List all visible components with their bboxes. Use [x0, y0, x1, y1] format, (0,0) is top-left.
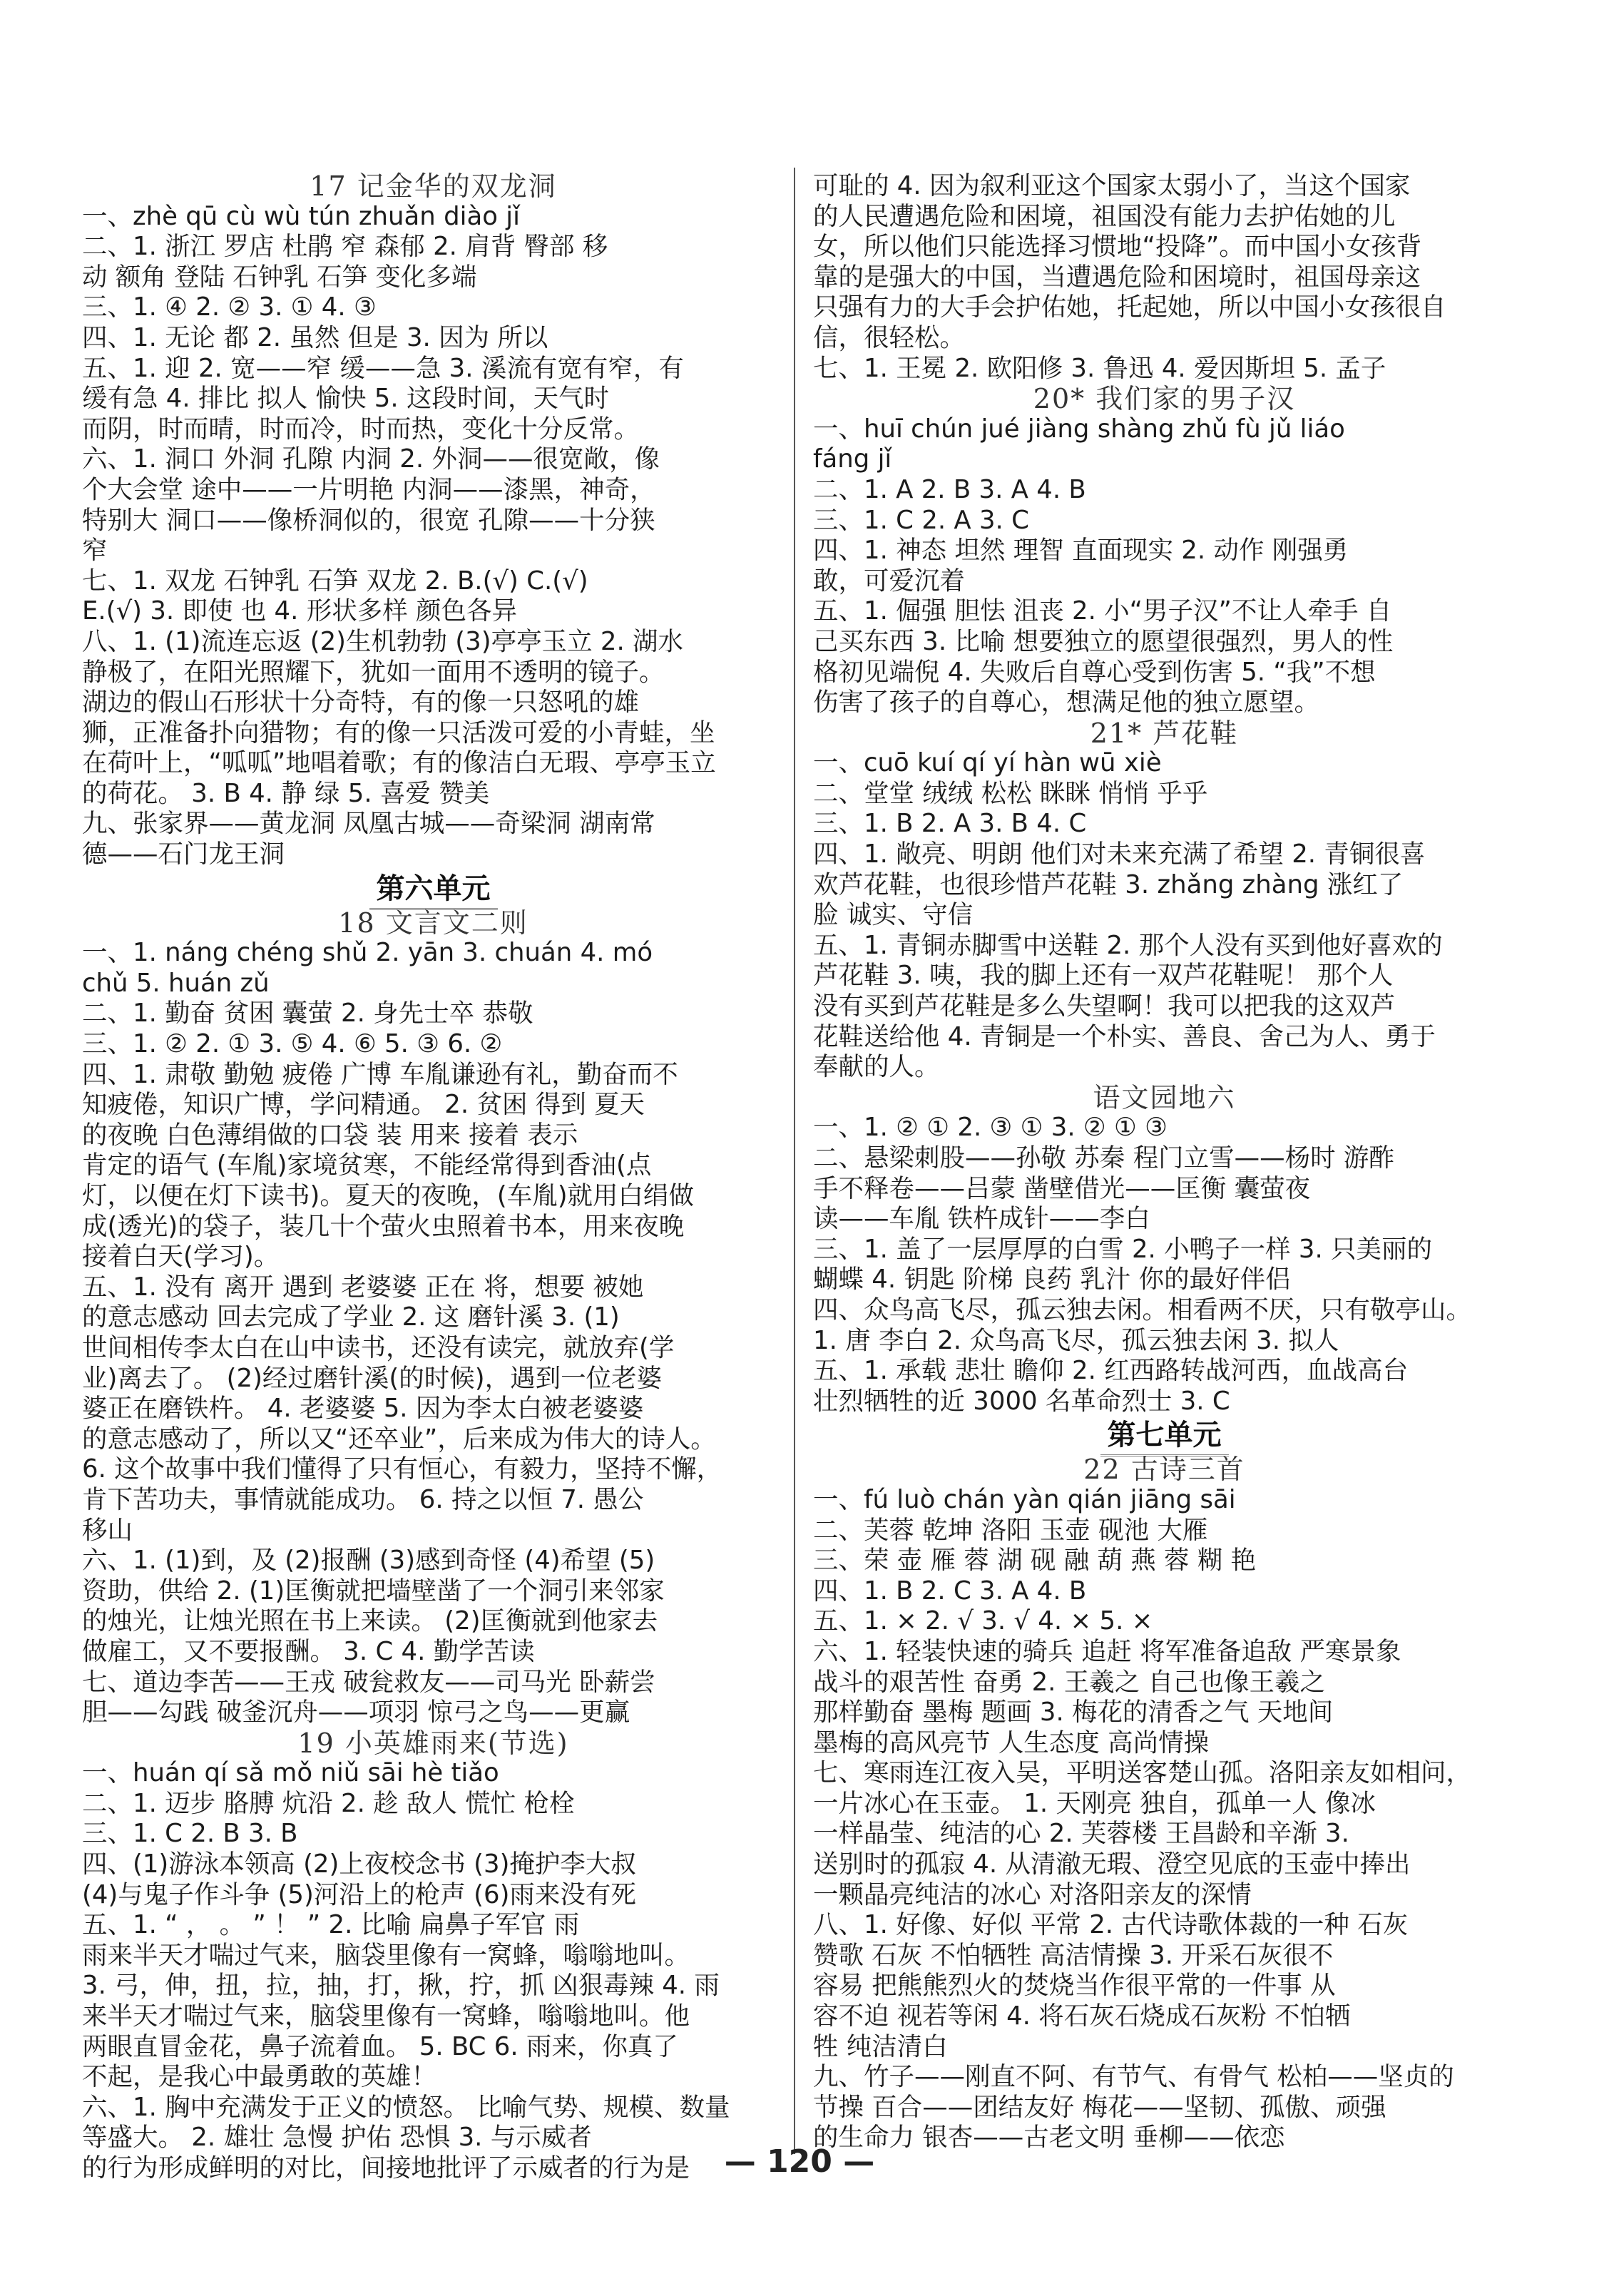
- lesson-title: 20* 我们家的男子汉: [1033, 383, 1296, 415]
- answer-line: 资助，供给 2. (1)匡衡就把墙壁凿了一个洞引来邻家: [82, 1576, 665, 1606]
- answer-line: 四、1. 神态 坦然 理智 直面现实 2. 动作 刚强勇: [813, 536, 1349, 566]
- answer-line: 德——石门龙王洞: [82, 840, 285, 869]
- answer-line: 那样勤奋 墨梅 题画 3. 梅花的清香之气 天地间: [813, 1698, 1334, 1728]
- answer-line: 信，很轻松。: [813, 322, 966, 352]
- answer-line: 蝴蝶 4. 钥匙 阶梯 良药 乳汁 你的最好伴侣: [813, 1265, 1291, 1295]
- answer-line: E.(√) 3. 即使 也 4. 形状多样 颜色各异: [82, 596, 517, 626]
- answer-line: 七、1. 王冕 2. 欧阳修 3. 鲁迅 4. 爱因斯坦 5. 孟子: [813, 353, 1386, 383]
- answer-line: 静极了，在阳光照耀下，犹如一面用不透明的镜子。: [82, 657, 665, 687]
- answer-line: 四、1. 敞亮、明朗 他们对未来充满了希望 2. 青铜很喜: [813, 840, 1426, 869]
- left-column: [82, 171, 785, 2184]
- answer-line: 五、1. “ ， 。 ” ！ ” 2. 比喻 扁鼻子军官 雨: [82, 1910, 580, 1940]
- answer-line: 6. 这个故事中我们懂得了只有恒心，有毅力，坚持不懈，: [82, 1454, 722, 1484]
- answer-line: 四、1. 肃敬 勤勉 疲倦 广博 车胤谦逊有礼，勤奋而不: [82, 1059, 678, 1089]
- page-number: — 120 —: [724, 2143, 875, 2180]
- answer-line: 来半天才喘过气来，脑袋里像有一窝蜂，嗡嗡地叫。他: [82, 2001, 690, 2031]
- answer-line: 赞歌 石灰 不怕牺牲 高洁情操 3. 开采石灰很不: [813, 1940, 1334, 1970]
- answer-line: 不起，是我心中最勇敢的英雄！: [82, 2062, 437, 2092]
- answer-line: 女，所以他们只能选择习惯地“投降”。而中国小女孩背: [813, 232, 1422, 262]
- answer-line: 五、1. 青铜赤脚雪中送鞋 2. 那个人没有买到他好喜欢的: [813, 930, 1443, 960]
- answer-line: 六、1. 轻装快速的骑兵 追赶 将军准备追敌 严寒景象: [813, 1636, 1401, 1666]
- answer-line: 五、1. 迎 2. 宽——窄 缓——急 3. 溪流有宽有窄，有: [82, 353, 684, 383]
- answer-line: 战斗的艰苦性 奋勇 2. 王羲之 自己也像王羲之: [813, 1667, 1326, 1697]
- answer-line: 四、众鸟高飞尽，孤云独去闲。相看两不厌，只有敬亭山。: [813, 1295, 1472, 1325]
- answer-line: 六、1. (1)到，及 (2)报酬 (3)感到奇怪 (4)希望 (5): [82, 1546, 655, 1576]
- answer-line: 的人民遭遇危险和困境，祖国没有能力去护佑她的儿: [813, 201, 1396, 231]
- answer-line: 四、1. 无论 都 2. 虽然 但是 3. 因为 所以: [82, 322, 548, 352]
- answer-line: 脸 诚实、守信: [813, 900, 974, 930]
- answer-line: 六、1. 胸中充满发于正义的愤怒。 比喻气势、规模、数量: [82, 2092, 730, 2122]
- answer-line: 动 额角 登陆 石钟乳 石笋 变化多端: [82, 262, 477, 292]
- answer-line: 肯下苦功夫，事情就能成功。 6. 持之以恒 7. 愚公: [82, 1484, 644, 1514]
- answer-line: 的生命力 银杏——古老文明 垂柳——依恋: [813, 2123, 1285, 2153]
- answer-line: 九、竹子——刚直不阿、有节气、有骨气 松柏——坚贞的: [813, 2062, 1454, 2092]
- answer-line: 个大会堂 途中——一片明艳 内洞——漆黑，神奇，: [82, 474, 655, 504]
- answer-line: 二、悬梁刺股——孙敬 苏秦 程门立雪——杨时 游酢: [813, 1143, 1394, 1173]
- answer-line: 一、fú luò chán yàn qián jiāng sāi: [813, 1484, 1236, 1514]
- answer-line: 只强有力的大手会护佑她，托起她，所以中国小女孩很自: [813, 292, 1446, 322]
- answer-line: 四、(1)游泳本领高 (2)上夜校念书 (3)掩护李大叔: [82, 1849, 636, 1879]
- answer-line: 五、1. 没有 离开 遇到 老婆婆 正在 将，想要 被她: [82, 1272, 644, 1302]
- answer-line: 接着白天(学习)。: [82, 1242, 280, 1272]
- answer-line: 雨来半天才喘过气来，脑袋里像有一窝蜂，嗡嗡地叫。: [82, 1940, 690, 1970]
- answer-line: 在荷叶上，“呱呱”地唱着歌；有的像洁白无瑕、亭亭玉立: [82, 748, 716, 778]
- unit-heading: [82, 870, 785, 908]
- answer-line: 花鞋送给他 4. 青铜是一个朴实、善良、舍己为人、勇于: [813, 1021, 1436, 1051]
- answer-line: 二、堂堂 绒绒 松松 眯眯 悄悄 乎乎: [813, 778, 1208, 808]
- answer-line: 做雇工，又不要报酬。 3. C 4. 勤学苦读: [82, 1636, 535, 1666]
- answer-line: 奉献的人。: [813, 1052, 940, 1082]
- answer-line: fáng jǐ: [813, 444, 892, 474]
- answer-line: 灯，以便在灯下读书)。夏天的夜晚，(车胤)就用白绢做: [82, 1181, 695, 1210]
- answer-line: 二、1. 勤奋 贫困 囊萤 2. 身先士卒 恭敬: [82, 999, 533, 1029]
- answer-line: 三、1. 盖了一层厚厚的白雪 2. 小鸭子一样 3. 只美丽的: [813, 1234, 1433, 1264]
- answer-line: 婆正在磨铁杵。 4. 老婆婆 5. 因为李太白被老婆婆: [82, 1394, 644, 1424]
- answer-line: 一、huán qí sǎ mǒ niǔ sāi hè tiǎo: [82, 1758, 499, 1788]
- answer-line: 3. 弓，伸，扭，拉，抽，打，揪，拧，抓 凶狠毒辣 4. 雨: [82, 1971, 720, 2001]
- answer-line: 七、寒雨连江夜入吴，平明送客楚山孤。洛阳亲友如相问，: [813, 1758, 1472, 1788]
- answer-line: 格初见端倪 4. 失败后自尊心受到伤害 5. “我”不想: [813, 657, 1376, 687]
- answer-line: 的烛光，让烛光照在书上来读。 (2)匡衡就到他家去: [82, 1606, 658, 1636]
- answer-line: 知疲倦，知识广博，学问精通。 2. 贫困 得到 夏天: [82, 1090, 645, 1120]
- answer-line: 己买东西 3. 比喻 想要独立的愿望很强烈，男人的性: [813, 626, 1394, 656]
- answer-line: 一、1. ② ① 2. ③ ① 3. ② ① ③: [813, 1113, 1168, 1143]
- answer-line: 读——车胤 铁杵成针——李白: [813, 1204, 1150, 1234]
- answer-line: 容不迫 视若等闲 4. 将石灰石烧成石灰粉 不怕牺: [813, 2001, 1351, 2031]
- answer-line: 一、cuō kuí qí yí hàn wū xiè: [813, 748, 1162, 778]
- answer-line: 伤害了孩子的自尊心，想满足他的独立愿望。: [813, 688, 1320, 718]
- answer-line: 的意志感动 回去完成了学业 2. 这 磨针溪 3. (1): [82, 1302, 620, 1332]
- answer-line: 一片冰心在玉壶。 1. 天刚亮 独自，孤单一人 像冰: [813, 1788, 1376, 1818]
- column-divider: [794, 168, 795, 2154]
- answer-line: 三、1. B 2. A 3. B 4. C: [813, 809, 1087, 839]
- answer-line: 狮，正准备扑向猎物；有的像一只活泼可爱的小青蛙，坐: [82, 718, 715, 748]
- answer-line: 特别大 洞口——像桥洞似的，很宽 孔隙——十分狭: [82, 505, 655, 535]
- answer-line: 一样晶莹、纯洁的心 2. 芙蓉楼 王昌龄和辛渐 3.: [813, 1819, 1349, 1849]
- right-column: [813, 171, 1516, 2153]
- answer-line: 成(透光)的袋子，装几十个萤火虫照着书本，用来夜晚: [82, 1211, 685, 1241]
- answer-line: 胆——勾践 破釜沉舟——项羽 惊弓之鸟——更赢: [82, 1698, 630, 1728]
- answer-line: 等盛大。 2. 雄壮 急慢 护佑 恐惧 3. 与示威者: [82, 2123, 592, 2153]
- answer-line: 墨梅的高风亮节 人生态度 高尚情操: [813, 1728, 1210, 1757]
- answer-line: 三、1. ② 2. ① 3. ⑤ 4. ⑥ 5. ③ 6. ②: [82, 1029, 503, 1059]
- answer-line: 三、1. C 2. A 3. C: [813, 505, 1029, 535]
- answer-line: (4)与鬼子作斗争 (5)河沿上的枪声 (6)雨来没有死: [82, 1879, 636, 1909]
- answer-line: 世间相传李太白在山中读书，还没有读完，就放弃(学: [82, 1332, 675, 1362]
- answer-line: 五、1. × 2. √ 3. √ 4. × 5. ×: [813, 1606, 1153, 1636]
- answer-line: 三、1. C 2. B 3. B: [82, 1819, 298, 1849]
- answer-line: 肯定的语气 (车胤)家境贫寒，不能经常得到香油(点: [82, 1150, 652, 1180]
- answer-line: 一、zhè qū cù wù tún zhuǎn diào jǐ: [82, 201, 520, 231]
- lesson-title: 17 记金华的双龙洞: [310, 170, 557, 202]
- answer-line: 的夜晚 白色薄绢做的口袋 装 用来 接着 表示: [82, 1120, 578, 1150]
- answer-line: 1. 唐 李白 2. 众鸟高飞尽，孤云独去闲 3. 拟人: [813, 1325, 1339, 1355]
- unit-heading: [813, 1417, 1516, 1454]
- answer-line: 的荷花。 3. B 4. 静 绿 5. 喜爱 赞美: [82, 778, 490, 808]
- answer-line: 六、1. 洞口 外洞 孔隙 内洞 2. 外洞——很宽敞，像: [82, 444, 660, 474]
- answer-line: 可耻的 4. 因为叙利亚这个国家太弱小了，当这个国家: [813, 171, 1411, 200]
- answer-line: 的行为形成鲜明的对比，间接地批评了示威者的行为是: [82, 2153, 690, 2183]
- answer-line: 二、1. A 2. B 3. A 4. B: [813, 474, 1086, 504]
- answer-line: 九、张家界——黄龙洞 凤凰古城——奇梁洞 湖南常: [82, 809, 655, 839]
- answer-line: 一、huī chún jué jiàng shàng zhǔ fù jǔ liáo: [813, 414, 1345, 444]
- answer-line: 业)离去了。 (2)经过磨针溪(的时候)，遇到一位老婆: [82, 1363, 663, 1393]
- answer-line: 七、道边李苦——王戎 破瓮救友——司马光 卧薪尝: [82, 1667, 655, 1697]
- answer-line: 移山: [82, 1515, 133, 1545]
- answer-line: 靠的是强大的中国，当遭遇危险和困境时，祖国母亲这: [813, 262, 1421, 292]
- answer-line: 送别时的孤寂 4. 从清澈无瑕、澄空见底的玉壶中捧出: [813, 1849, 1411, 1879]
- answer-line: 五、1. 承载 悲壮 瞻仰 2. 红西路转战河西，血战高台: [813, 1356, 1409, 1386]
- answer-line: 窄: [82, 536, 108, 566]
- answer-line: 敢，可爱沉着: [813, 566, 966, 596]
- answer-line: 牲 纯洁清白: [813, 2031, 948, 2061]
- answer-line: 四、1. B 2. C 3. A 4. B: [813, 1576, 1087, 1606]
- answer-line: 五、1. 倔强 胆怯 沮丧 2. 小“男子汉”不让人牵手 自: [813, 596, 1392, 626]
- answer-line: 三、荣 壶 雁 蓉 湖 砚 融 葫 燕 蓉 糊 艳: [813, 1546, 1257, 1576]
- answer-line: 缓有急 4. 排比 拟人 愉快 5. 这段时间，天气时: [82, 384, 609, 414]
- answer-line: 节操 百合——团结友好 梅花——坚韧、孤傲、顽强: [813, 2092, 1386, 2122]
- answer-line: 的意志感动了，所以又“还卒业”，后来成为伟大的诗人。: [82, 1424, 716, 1454]
- answer-line: 二、1. 迈步 胳膊 炕沿 2. 趁 敌人 慌忙 枪栓: [82, 1788, 575, 1818]
- answer-line: 一、1. náng chéng shǔ 2. yān 3. chuán 4. mó: [82, 938, 653, 968]
- answer-line: 没有买到芦花鞋是多么失望啊！我可以把我的这双芦: [813, 991, 1396, 1021]
- answer-line: 二、1. 浙江 罗店 杜鹃 窄 森郁 2. 肩背 臀部 移: [82, 232, 608, 262]
- unit-title: 第七单元: [1100, 1417, 1229, 1456]
- answer-line: 两眼直冒金花，鼻子流着血。 5. BC 6. 雨来，你真了: [82, 2031, 678, 2061]
- answer-line: chǔ 5. huán zǔ: [82, 968, 270, 998]
- answer-line: 二、芙蓉 乾坤 洛阳 玉壶 砚池 大雁: [813, 1515, 1208, 1545]
- answer-line: 三、1. ④ 2. ② 3. ① 4. ③: [82, 292, 377, 322]
- answer-line: 湖边的假山石形状十分奇特，有的像一只怒吼的雄: [82, 688, 640, 718]
- lesson-title: 语文园地六: [1093, 1081, 1236, 1113]
- lesson-title: 21* 芦花鞋: [1090, 717, 1239, 749]
- lesson-title: 19 小英雄雨来(节选): [297, 1727, 569, 1759]
- answer-line: 八、1. (1)流连忘返 (2)生机勃勃 (3)亭亭玉立 2. 湖水: [82, 626, 684, 656]
- answer-line: 芦花鞋 3. 咦，我的脚上还有一双芦花鞋呢！ 那个人: [813, 961, 1394, 991]
- answer-line: 而阴，时而晴，时而冷，时而热，变化十分反常。: [82, 414, 640, 444]
- answer-line: 欢芦花鞋，也很珍惜芦花鞋 3. zhǎng zhàng 涨红了: [813, 869, 1404, 899]
- unit-title: 第六单元: [369, 870, 498, 910]
- answer-line: 壮烈牺牲的近 3000 名革命烈士 3. C: [813, 1386, 1230, 1416]
- answer-line: 一颗晶亮纯洁的冰心 对洛阳亲友的深情: [813, 1879, 1252, 1909]
- answer-line: 七、1. 双龙 石钟乳 石笋 双龙 2. B.(√) C.(√): [82, 566, 588, 596]
- answer-line: 手不释卷——吕蒙 凿壁借光——匡衡 囊萤夜: [813, 1173, 1311, 1203]
- answer-line: 八、1. 好像、好似 平常 2. 古代诗歌体裁的一种 石灰: [813, 1910, 1409, 1940]
- lesson-title: 22 古诗三首: [1083, 1454, 1245, 1486]
- lesson-title: 18 文言文二则: [338, 907, 528, 939]
- answer-line: 容易 把熊熊烈火的焚烧当作很平常的一件事 从: [813, 1971, 1336, 2001]
